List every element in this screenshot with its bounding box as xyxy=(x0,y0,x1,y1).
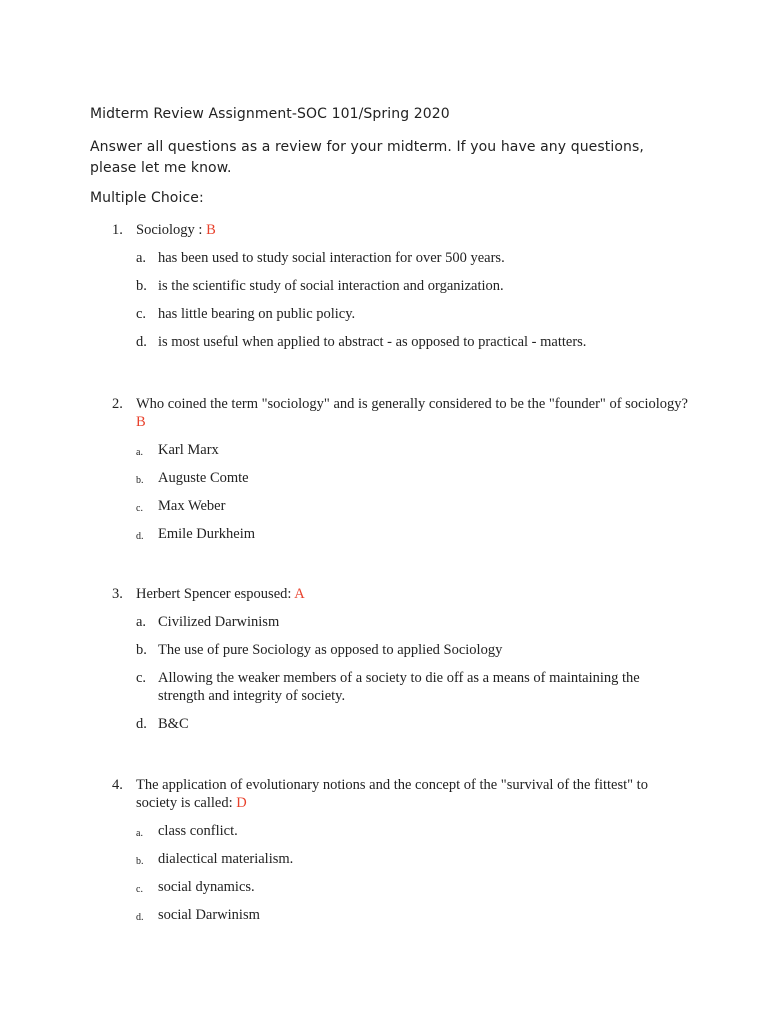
option-letter: c. xyxy=(136,306,147,322)
question-number: 2. xyxy=(112,396,123,412)
instructions-text: Answer all questions as a review for your midterm. If you have any questions, please let me know. xyxy=(90,139,644,176)
option-text: Allowing the weaker members of a society to die off as a means of maintaining the strength and integrity of society. xyxy=(158,670,640,704)
option-c xyxy=(112,669,692,705)
option-b xyxy=(112,277,692,295)
question-text: Who coined the term "sociology" and is generally considered to be the "founder" of sociology? xyxy=(136,396,688,412)
question-number: 3. xyxy=(112,586,123,602)
question-number: 1. xyxy=(112,222,123,238)
option-text: Max Weber xyxy=(158,498,226,514)
option-c xyxy=(112,305,692,323)
option-letter: b. xyxy=(136,856,144,867)
option-letter: d. xyxy=(136,531,144,542)
option-text: social Darwinism xyxy=(158,907,260,923)
option-text: has been used to study social interaction for over 500 years. xyxy=(158,250,505,266)
option-text: Auguste Comte xyxy=(158,470,249,486)
question-text: Herbert Spencer espoused: xyxy=(136,586,295,602)
option-text: is the scientific study of social interaction and organization. xyxy=(158,278,504,294)
option-letter: c. xyxy=(136,884,143,895)
option-text: The use of pure Sociology as opposed to applied Sociology xyxy=(158,642,503,658)
option-text: Civilized Darwinism xyxy=(158,614,280,630)
option-text: class conflict. xyxy=(158,823,238,839)
option-d xyxy=(112,525,692,543)
option-letter: d. xyxy=(136,334,147,350)
option-letter: a. xyxy=(136,828,143,839)
answer-key: B xyxy=(206,222,216,238)
option-d xyxy=(112,906,692,924)
option-letter: b. xyxy=(136,642,147,658)
option-b xyxy=(112,850,692,868)
option-d xyxy=(112,715,692,733)
document-title: Midterm Review Assignment-SOC 101/Spring 2020 xyxy=(90,106,450,122)
option-b xyxy=(112,641,692,659)
option-b xyxy=(112,469,692,487)
option-text: B&C xyxy=(158,716,189,732)
option-letter: c. xyxy=(136,670,147,686)
question-4 xyxy=(112,776,692,934)
option-c xyxy=(112,878,692,896)
option-a xyxy=(112,822,692,840)
option-text: Emile Durkheim xyxy=(158,526,256,542)
option-letter: a. xyxy=(136,250,147,266)
question-text: Sociology : xyxy=(136,222,207,238)
option-letter: b. xyxy=(136,278,147,294)
option-a xyxy=(112,441,692,459)
option-text: social dynamics. xyxy=(158,879,255,895)
question-text: The application of evolutionary notions and the concept of the "survival of the fittest" to society is called: xyxy=(136,777,648,811)
option-a xyxy=(112,249,692,267)
option-letter: d. xyxy=(136,716,147,732)
option-letter: d. xyxy=(136,912,144,923)
option-d xyxy=(112,333,692,351)
question-2 xyxy=(112,395,692,553)
option-text: dialectical materialism. xyxy=(158,851,294,867)
option-c xyxy=(112,497,692,515)
answer-key: A xyxy=(294,586,305,602)
question-number: 4. xyxy=(112,777,123,793)
question-3 xyxy=(112,585,692,743)
option-letter: a. xyxy=(136,614,147,630)
section-heading: Multiple Choice: xyxy=(90,190,204,206)
answer-key: B xyxy=(136,414,146,430)
option-letter: c. xyxy=(136,503,143,514)
option-letter: b. xyxy=(136,475,144,486)
option-text: Karl Marx xyxy=(158,442,219,458)
question-1 xyxy=(112,221,692,361)
option-text: is most useful when applied to abstract - as opposed to practical - matters. xyxy=(158,334,587,350)
option-letter: a. xyxy=(136,447,143,458)
answer-key: D xyxy=(236,795,247,811)
option-a xyxy=(112,613,692,631)
option-text: has little bearing on public policy. xyxy=(158,306,356,322)
